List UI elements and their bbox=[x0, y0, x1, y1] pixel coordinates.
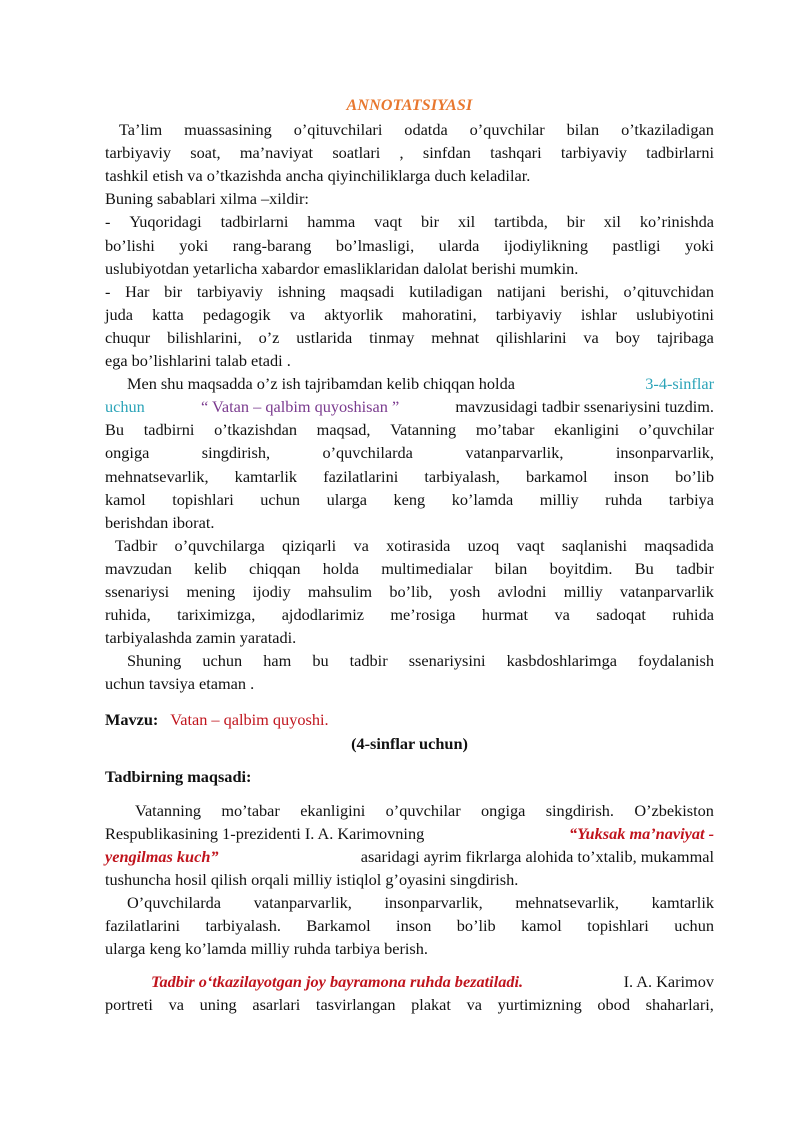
word: tadbir bbox=[675, 558, 714, 578]
word: chiqqan bbox=[248, 558, 301, 578]
word: o’qituvchidan bbox=[623, 281, 714, 301]
word: milliy bbox=[563, 581, 603, 601]
word: inson bbox=[613, 466, 649, 486]
word: juda bbox=[105, 304, 134, 324]
word: kamol bbox=[521, 916, 562, 936]
word: O’quvchilarda bbox=[127, 893, 222, 913]
text-line: ularga keng ko’lamda milliy ruhda tarbiya berish. bbox=[105, 939, 428, 959]
word: va bbox=[353, 535, 369, 555]
word: vatanparvarlik, bbox=[465, 443, 564, 463]
word: o’z bbox=[258, 327, 280, 347]
paragraph-reason-2 bbox=[105, 280, 714, 372]
word: uzoq bbox=[467, 535, 500, 555]
word: rang-barang bbox=[232, 235, 312, 255]
word: tarbiyalash, bbox=[424, 466, 500, 486]
word: bo’lishi bbox=[105, 235, 155, 255]
word: mehnat bbox=[431, 327, 480, 347]
word: kutiladigan bbox=[409, 281, 483, 301]
word: Yuqoridagi bbox=[129, 212, 202, 232]
word: soat, bbox=[190, 143, 221, 163]
word: ijodiylikning bbox=[503, 235, 589, 255]
word: vaqt bbox=[374, 212, 403, 232]
word: xotirasida bbox=[386, 535, 451, 555]
text-line bbox=[105, 372, 714, 395]
word: tariximizga, bbox=[177, 605, 256, 625]
word: ongiga bbox=[105, 443, 150, 463]
word: barkamol bbox=[526, 466, 588, 486]
word: tadbirni bbox=[143, 420, 195, 440]
word: bilan bbox=[494, 558, 528, 578]
word: xil bbox=[603, 212, 621, 232]
word: yoki bbox=[684, 235, 714, 255]
word: fazilatlarini bbox=[105, 916, 181, 936]
word: soatlari bbox=[332, 143, 381, 163]
topic-label: Mavzu: bbox=[105, 710, 159, 730]
word: topishlari bbox=[587, 916, 649, 936]
word: uchun bbox=[202, 651, 243, 671]
word: yurtimizning bbox=[497, 995, 582, 1015]
paragraph-multimedia bbox=[105, 534, 714, 649]
decoration-statement: Tadbir o‘tkazilayotgan joy bayramona ruhda bezatiladi. bbox=[151, 972, 524, 992]
word: maqsadida bbox=[644, 535, 714, 555]
word: berishi, bbox=[560, 281, 609, 301]
text-line bbox=[105, 418, 714, 441]
word: maqsadi bbox=[340, 281, 395, 301]
word: hurmat bbox=[481, 605, 529, 625]
text-line bbox=[105, 557, 714, 580]
word: ularga bbox=[326, 489, 367, 509]
paragraph-reason-1 bbox=[105, 210, 714, 279]
word: muassasining bbox=[184, 120, 272, 140]
word: Tadbir bbox=[115, 535, 158, 555]
word: ekanligini bbox=[554, 420, 620, 440]
word: mehnatsevarlik, bbox=[515, 893, 619, 913]
word: maqsad, bbox=[316, 420, 371, 440]
word: katta bbox=[152, 304, 184, 324]
text-line bbox=[105, 441, 714, 464]
word: inson bbox=[396, 916, 432, 936]
line-text: asaridagi ayrim fikrlarga alohida to’xtalib, mukammal bbox=[360, 846, 714, 866]
text-line bbox=[105, 210, 714, 233]
word: boyitdim. bbox=[549, 558, 613, 578]
word: uning bbox=[199, 995, 237, 1015]
word: Bu bbox=[105, 420, 125, 440]
word: ssenariysi bbox=[105, 581, 170, 601]
word: boy bbox=[615, 327, 641, 347]
text-line: ega bo’lishlarini talab etadi . bbox=[105, 351, 291, 371]
word: natijani bbox=[497, 281, 546, 301]
word: ham bbox=[263, 651, 292, 671]
word: tasvirlangan bbox=[315, 995, 396, 1015]
paragraph-decoration bbox=[105, 970, 714, 1016]
text-line bbox=[105, 465, 714, 488]
word: tajribaga bbox=[656, 327, 714, 347]
word: mehnatsevarlik, bbox=[105, 466, 209, 486]
word: va bbox=[583, 327, 599, 347]
word: O’zbekiston bbox=[634, 800, 714, 820]
word: hamma bbox=[307, 212, 356, 232]
word: sinfdan bbox=[422, 143, 471, 163]
word: vaqt bbox=[516, 535, 545, 555]
word: uchun bbox=[260, 489, 301, 509]
word: bilishlarini, bbox=[167, 327, 242, 347]
word: ustlarida bbox=[296, 327, 353, 347]
word: o’tkazishdan bbox=[214, 420, 297, 440]
word: multimedialar bbox=[381, 558, 473, 578]
word: tadbirlarni bbox=[220, 212, 289, 232]
text-line bbox=[105, 488, 714, 511]
word: tashqari bbox=[490, 143, 542, 163]
word: saqlanishi bbox=[561, 535, 627, 555]
word: mo’tabar bbox=[221, 800, 280, 820]
paragraph-reasons-heading: Buning sabablari xilma –xildir: bbox=[105, 189, 309, 209]
grade-highlight-cont: uchun bbox=[105, 397, 145, 417]
word: o’tkaziladigan bbox=[621, 120, 714, 140]
word: ssenariysini bbox=[408, 651, 486, 671]
word: tadbir bbox=[349, 651, 388, 671]
word: kasbdoshlarimga bbox=[506, 651, 617, 671]
word: va bbox=[466, 995, 482, 1015]
text-line: uchun tavsiya etaman . bbox=[105, 674, 255, 694]
paragraph-recommendation bbox=[105, 649, 714, 695]
word: fazilatlarini bbox=[323, 466, 399, 486]
word: plakat bbox=[411, 995, 451, 1015]
word: insonparvarlik, bbox=[384, 893, 483, 913]
text-line bbox=[105, 326, 714, 349]
word: milliy bbox=[539, 489, 579, 509]
word: kelib bbox=[194, 558, 227, 578]
text-line: berishdan iborat. bbox=[105, 512, 215, 532]
word: mahoratini, bbox=[402, 304, 477, 324]
word: kamtarlik bbox=[234, 466, 298, 486]
word: vatanparvarlik, bbox=[253, 893, 352, 913]
word: ijodiy bbox=[252, 581, 291, 601]
word: o’quvchilar bbox=[638, 420, 714, 440]
word: tarbiyaviy bbox=[196, 281, 263, 301]
word: uslubiyotini bbox=[636, 304, 714, 324]
text-line bbox=[105, 822, 714, 845]
text-line bbox=[105, 118, 714, 141]
word: Vatanning bbox=[135, 800, 202, 820]
word: mavzudan bbox=[105, 558, 172, 578]
word: vatanparvarlik bbox=[619, 581, 714, 601]
word: o’quvchilar bbox=[385, 800, 461, 820]
word: yosh bbox=[449, 581, 481, 601]
text-line bbox=[105, 914, 714, 937]
word: qiziqarli bbox=[281, 535, 337, 555]
word: ko’rinishda bbox=[639, 212, 714, 232]
word: topishlari bbox=[172, 489, 234, 509]
word: o’quvchilarga bbox=[174, 535, 265, 555]
word: bo’lmasligi, bbox=[335, 235, 415, 255]
word: singdirish. bbox=[545, 800, 614, 820]
word: va bbox=[554, 605, 570, 625]
word: tarbiyaviy bbox=[495, 304, 562, 324]
word: bir bbox=[164, 281, 183, 301]
word: shaharlari, bbox=[645, 995, 714, 1015]
word: qilishlarini bbox=[496, 327, 567, 347]
text-line bbox=[105, 993, 714, 1016]
word: bilan bbox=[566, 120, 600, 140]
word: mo’tabar bbox=[475, 420, 535, 440]
word: yoki bbox=[179, 235, 209, 255]
line-text: mavzusidagi tadbir ssenariysini tuzdim. bbox=[455, 397, 714, 417]
word: va bbox=[289, 304, 306, 324]
text-line: tarbiyalashda zamin yaratadi. bbox=[105, 628, 297, 648]
word: ajdodlarimiz bbox=[281, 605, 364, 625]
text-line bbox=[105, 141, 714, 164]
word: Har bbox=[125, 281, 150, 301]
text-line bbox=[105, 649, 714, 672]
paragraph-intro bbox=[105, 118, 714, 187]
topic-line bbox=[105, 708, 714, 731]
text-line bbox=[105, 534, 714, 557]
word: portreti bbox=[105, 995, 153, 1015]
word: singdirish, bbox=[201, 443, 271, 463]
word: tinmay bbox=[369, 327, 415, 347]
text-line bbox=[105, 234, 714, 257]
event-title-highlight: “ Vatan – qalbim quyoshisan ” bbox=[200, 397, 400, 417]
word: kamol bbox=[105, 489, 146, 509]
word: mening bbox=[186, 581, 236, 601]
topic-value: Vatan – qalbim quyoshi. bbox=[170, 710, 329, 730]
word: tartibda, bbox=[494, 212, 548, 232]
word: bo’lib bbox=[456, 916, 496, 936]
text-line bbox=[105, 395, 714, 418]
word: bu bbox=[312, 651, 329, 671]
word: obod bbox=[597, 995, 630, 1015]
text-line bbox=[105, 303, 714, 326]
word: tarbiyaviy bbox=[105, 143, 172, 163]
text-line bbox=[105, 280, 714, 303]
word: asarlari bbox=[252, 995, 301, 1015]
book-title-quote: “Yuksak ma’naviyat - bbox=[568, 823, 714, 843]
word: ishlar bbox=[580, 304, 617, 324]
word: Barkamol bbox=[306, 916, 371, 936]
word: pastligi bbox=[612, 235, 661, 255]
word: kamtarlik bbox=[651, 893, 714, 913]
line-text: Men shu maqsadda o’z ish tajribamdan kelib chiqqan holda bbox=[127, 374, 515, 394]
word: bo’lib bbox=[675, 466, 714, 486]
text-line bbox=[105, 845, 714, 868]
line-text: Respublikasining 1-prezidenti I. A. Karimovning bbox=[105, 823, 425, 843]
word: uchun bbox=[674, 916, 714, 936]
word: mahsulim bbox=[307, 581, 373, 601]
word: foydalanish bbox=[638, 651, 714, 671]
word: Bu bbox=[634, 558, 654, 578]
word: sadoqat bbox=[596, 605, 646, 625]
word: ularda bbox=[438, 235, 480, 255]
word: holda bbox=[322, 558, 359, 578]
word: avlodni bbox=[497, 581, 547, 601]
book-title-quote-cont: yengilmas kuch” bbox=[105, 846, 219, 866]
line-text: I. A. Karimov bbox=[623, 972, 714, 992]
word: pedagogik bbox=[202, 304, 271, 324]
text-line bbox=[105, 891, 714, 914]
text-line bbox=[105, 603, 714, 626]
word: , bbox=[399, 143, 404, 163]
paragraph-goal-1 bbox=[105, 799, 714, 891]
word: o’quvchilarda bbox=[322, 443, 413, 463]
word: keng bbox=[393, 489, 426, 509]
text-line bbox=[105, 970, 714, 993]
paragraph-purpose bbox=[105, 372, 714, 534]
word: ekanligini bbox=[300, 800, 366, 820]
word: aktyorlik bbox=[324, 304, 383, 324]
word: ma’naviyat bbox=[239, 143, 314, 163]
goals-heading: Tadbirning maqsadi: bbox=[105, 766, 252, 786]
word: tadbirlarni bbox=[646, 143, 714, 163]
text-line: uslubiyotdan yetarlicha xabardor emasliklaridan dalolat berishi mumkin. bbox=[105, 258, 579, 278]
word: va bbox=[168, 995, 184, 1015]
word: bir bbox=[566, 212, 585, 232]
word: tarbiyalash. bbox=[205, 916, 281, 936]
word: Shuning bbox=[127, 651, 182, 671]
word: bo’lib, bbox=[389, 581, 433, 601]
word: ongiga bbox=[481, 800, 526, 820]
word: xil bbox=[457, 212, 476, 232]
document-page bbox=[105, 94, 714, 1017]
word: - bbox=[105, 212, 111, 232]
topic-subtitle: (4-sinflar uchun) bbox=[351, 733, 468, 753]
text-line: tashkil etish va o’tkazishda ancha qiyinchiliklarga duch keladilar. bbox=[105, 166, 531, 186]
word: bir bbox=[421, 212, 440, 232]
text-line: tushuncha hosil qilish orqali milliy istiqlol g’oyasini singdirish. bbox=[105, 870, 519, 889]
word: odatda bbox=[404, 120, 448, 140]
word: Ta’lim bbox=[119, 120, 163, 140]
word: ruhda bbox=[605, 489, 643, 509]
word: tarbiya bbox=[668, 489, 714, 509]
word: me’rosiga bbox=[390, 605, 456, 625]
text-line bbox=[105, 580, 714, 603]
word: tarbiyaviy bbox=[560, 143, 627, 163]
word: o’quvchilar bbox=[469, 120, 545, 140]
word: ishning bbox=[277, 281, 326, 301]
text-line bbox=[105, 799, 714, 822]
word: - bbox=[105, 281, 111, 301]
word: ruhida, bbox=[105, 605, 151, 625]
word: insonparvarlik, bbox=[615, 443, 714, 463]
annotation-title: ANNOTATSIYASI bbox=[346, 97, 473, 114]
word: o’qituvchilari bbox=[293, 120, 383, 140]
grade-highlight: 3-4-sinflar bbox=[645, 374, 714, 394]
paragraph-goal-2 bbox=[105, 891, 714, 960]
word: Vatanning bbox=[390, 420, 457, 440]
word: chuqur bbox=[105, 327, 151, 347]
word: ruhida bbox=[672, 605, 714, 625]
word: ko’lamda bbox=[451, 489, 514, 509]
